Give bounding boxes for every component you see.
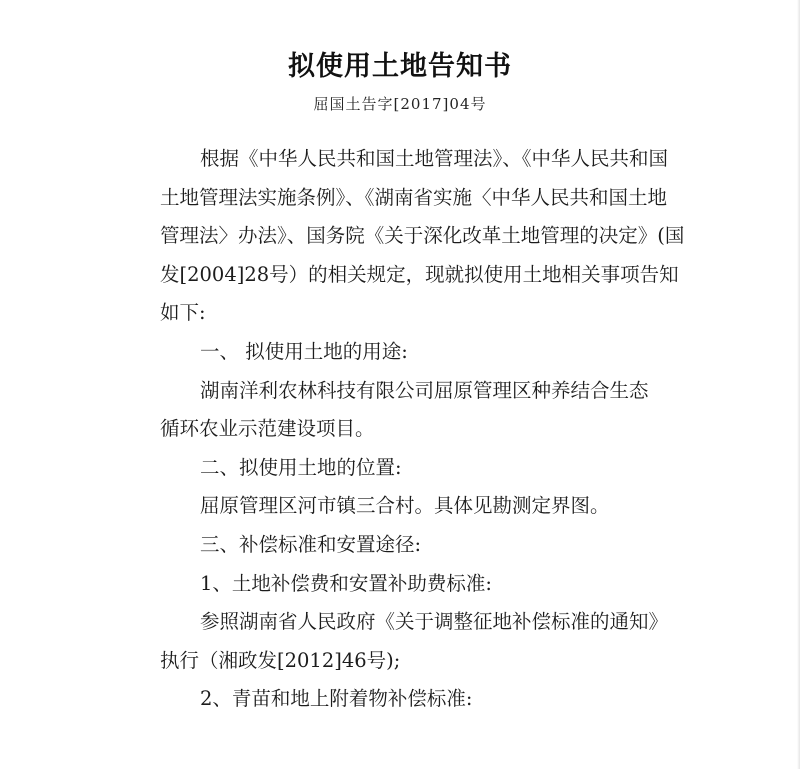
body-line: 循环农业示范建设项目。 <box>160 417 375 441</box>
document-title: 拟使用土地告知书 <box>288 51 512 82</box>
document-number: 屈国土告字[2017]04号 <box>313 95 487 113</box>
body-line: 发[2004]28号）的相关规定，现就拟使用土地相关事项告知 <box>160 262 679 286</box>
document-body <box>160 140 720 719</box>
body-line: 如下: <box>160 301 206 325</box>
section-heading-compensation: 三、补偿标准和安置途径: <box>200 532 422 556</box>
body-line: 土地管理法实施条例》、《湖南省实施〈中华人民共和国土地 <box>160 185 668 209</box>
body-line: 屈原管理区河市镇三合村。具体见勘测定界图。 <box>200 494 610 518</box>
section-heading-location: 二、拟使用土地的位置: <box>200 455 402 479</box>
section-heading-usage: 一、 拟使用土地的用途: <box>200 339 408 363</box>
subsection-heading-crop-compensation: 2、青苗和地上附着物补偿标准: <box>200 687 473 711</box>
body-line: 参照湖南省人民政府《关于调整征地补偿标准的通知》 <box>200 610 669 634</box>
subsection-heading-land-compensation: 1、土地补偿费和安置补助费标准: <box>200 571 492 595</box>
body-line: 湖南洋利农林科技有限公司屈原管理区种养结合生态 <box>200 378 649 402</box>
body-line: 执行（湘政发[2012]46号); <box>160 648 401 672</box>
body-line: 根据《中华人民共和国土地管理法》、《中华人民共和国 <box>200 147 669 170</box>
body-line: 管理法〉办法》、国务院《关于深化改革土地管理的决定》(国 <box>160 224 685 248</box>
